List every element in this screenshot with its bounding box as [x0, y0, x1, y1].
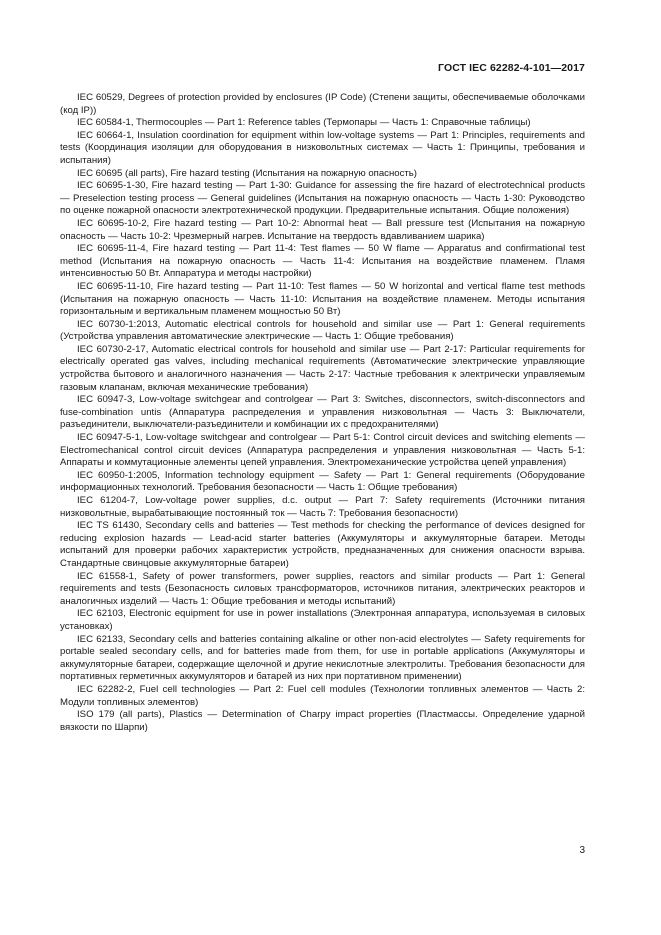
reference-entry: IEC 60695-11-10, Fire hazard testing — Part 11-10: Test flames — 50 W horizontal and vertical flame test methods (Испытания на пожарную опасность — Часть 11-10: Испытания на воздействие пламенем. Методы испытания горизонтальным и вертикальным пламенем мощностью 50 Вт) [60, 280, 585, 318]
normative-references [60, 92, 585, 734]
page-number: 3 [579, 845, 585, 856]
reference-entry: IEC 60529, Degrees of protection provided by enclosures (IP Code) (Степени защиты, обеспечиваемые оболочками (код IP)) [60, 92, 585, 116]
reference-entry: IEC 60947-3, Low-voltage switchgear and controlgear — Part 3: Switches, disconnectors, switch-disconnectors and fuse-combination untis (Аппаратура распределения и управления низковольтная — Часть 3: Выключатели, разъединители, выключатели-разъединители и комбинации их с предохранителями) [60, 394, 585, 431]
reference-entry: IEC 60695-1-30, Fire hazard testing — Part 1-30: Guidance for assessing the fire hazard of electrotechnical products — Preselection testing process — General guidelines (Испытания на пожарную опасность — Часть 1-30: Руководство по оценке пожарной опасности электротехнической продукции. Предварительные испытания. Общие положения) [60, 180, 585, 217]
reference-entry: IEC 60664-1, Insulation coordination for equipment within low-voltage systems — Part 1: Principles, requirements and tests (Координация изоляции для оборудования в низковольтных системах — Часть 1: Принципы, требования и испытания) [60, 129, 585, 166]
reference-entry: IEC 60584-1, Thermocouples — Part 1: Reference tables (Термопары — Часть 1: Справочные таблицы) [77, 117, 531, 129]
reference-entry: IEC 60947-5-1, Low-voltage switchgear and controlgear — Part 5-1: Control circuit devices and switching elements — Electromechanical control circuit devices (Аппаратура распределения и управления низковольтная — Часть 5-1: Аппараты и коммутационные элементы цепей управления. Электромеханические устройства цепей управления) [60, 432, 585, 469]
reference-entry: IEC 60950-1:2005, Information technology equipment — Safety — Part 1: General requirements (Оборудование информационных технологий. Требования безопасности — Часть 1: Общие требования) [60, 469, 585, 494]
reference-entry: IEC TS 61430, Secondary cells and batteries — Test methods for checking the performance of devices designed for reducing explosion hazards — Lead-acid starter batteries (Аккумуляторы и аккумуляторные батареи. Методы испытаний для проверки рабочих характеристик устройств, предназначенных для снижения опасности взрыва. Стандартные свинцовые аккумуляторные батареи) [60, 520, 585, 569]
reference-entry: IEC 60695 (all parts), Fire hazard testing (Испытания на пожарную опасность) [77, 167, 417, 179]
reference-entry: IEC 60730-1:2013, Automatic electrical controls for household and similar use — Part 1: General requirements (Устройства управления автоматические электрические — Часть 1: Общие требования) [60, 318, 585, 343]
document-header: ГОСТ IEC 62282-4-101—2017 [438, 62, 585, 74]
reference-entry: IEC 62282-2, Fuel cell technologies — Part 2: Fuel cell modules (Технологии топливных элементов — Часть 2: Модули топливных элементов) [60, 683, 585, 708]
reference-entry: IEC 60695-11-4, Fire hazard testing — Part 11-4: Test flames — 50 W flame — Apparatus and confirmational test method (Испытания на пожарную опасность — Часть 11-4: Испытания на воздействие пламенем. Пламя интенсивностью 50 Вт. Аппаратура и методы настройки) [60, 243, 585, 280]
reference-entry: IEC 62133, Secondary cells and batteries containing alkaline or other non-acid electrolytes — Safety requirements for portable sealed secondary cells, and for batteries made from them, for use in portable applications (Аккумуляторы и аккумуляторные батареи, содержащие щелочной и другие некислотные электролиты. Требования безопасности для портативных герметичных аккумуляторов и батарей из них при портативном применении) [60, 633, 585, 683]
reference-entry: IEC 61204-7, Low-voltage power supplies, d.c. output — Part 7: Safety requirements (Источники питания низковольтные, вырабатывающие постоянный ток — Часть 7: Требования безопасности) [60, 495, 585, 519]
reference-entry: IEC 60730-2-17, Automatic electrical controls for household and similar use — Part 2-17: Particular requirements for electrically operated gas valves, including mechanical requirements (Автоматические электрические управляющие устройства бытового и аналогичного назначения — Часть 2-17: Частные требования к электрически управляемым газовым клапанам, включая механические требования) [60, 343, 585, 393]
reference-entry: IEC 60695-10-2, Fire hazard testing — Part 10-2: Abnormal heat — Ball pressure test (Испытания на пожарную опасность — Часть 10-2: Чрезмерный нагрев. Испытание на твердость вдавливанием шарика) [60, 217, 585, 242]
reference-entry: ISO 179 (all parts), Plastics — Determination of Charpy impact properties (Пластмассы. Определение ударной вязкости по Шарпи) [60, 709, 585, 733]
reference-entry: IEC 61558-1, Safety of power transformers, power supplies, reactors and similar products — Part 1: General requirements and tests (Безопасность силовых трансформаторов, источников питания, электрических реакторов и аналогичных изделий — Часть 1: Общие требования и методы испытаний) [60, 570, 585, 607]
reference-entry: IEC 62103, Electronic equipment for use in power installations (Электронная аппаратура, используемая в силовых установках) [60, 608, 585, 632]
